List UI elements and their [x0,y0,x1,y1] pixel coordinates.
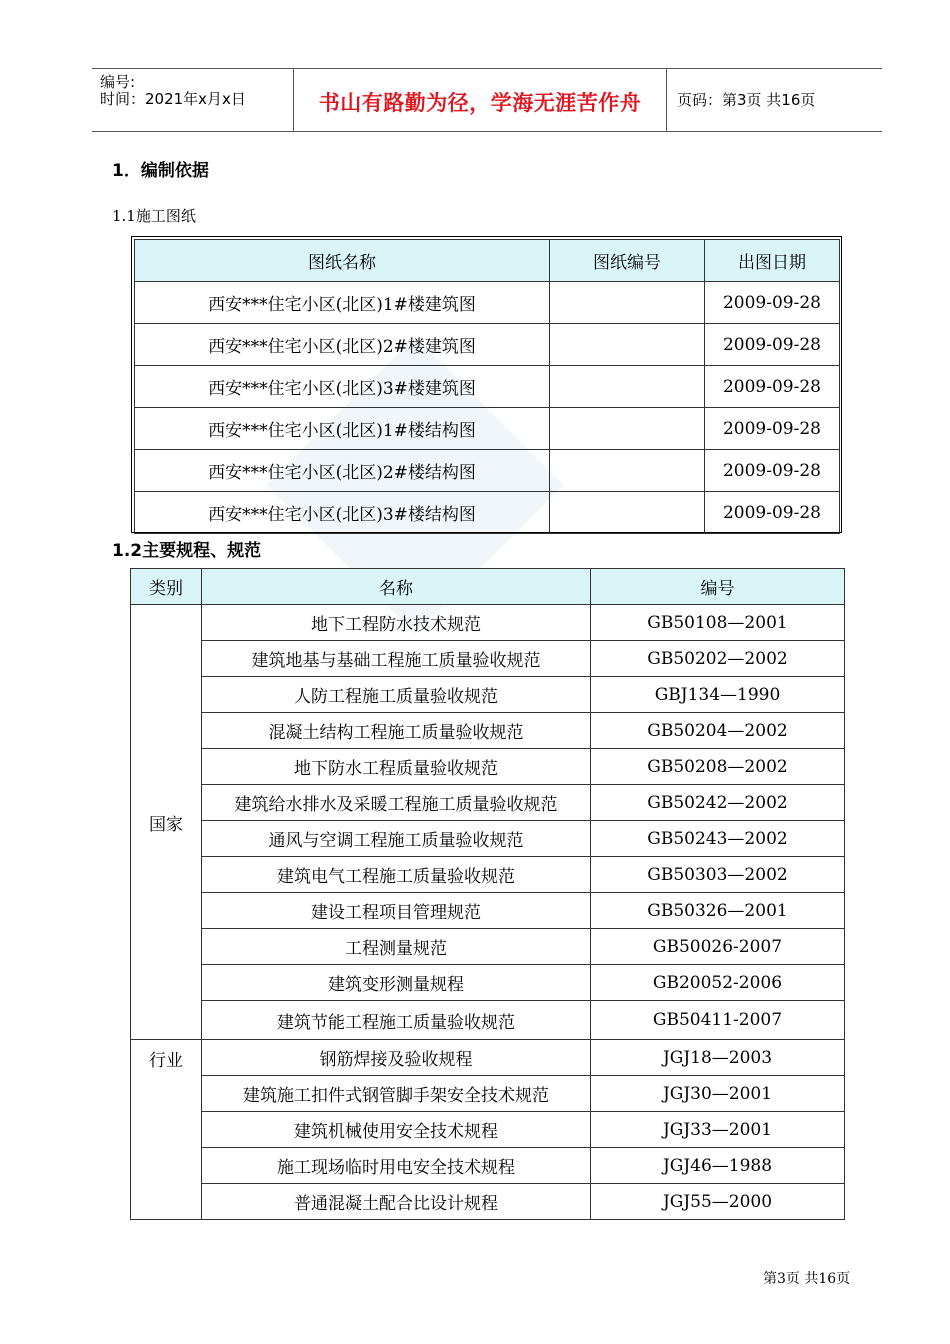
standard-name-cell: 人防工程施工质量验收规范 [202,677,591,713]
table-row [131,1040,845,1076]
standard-name-cell: 建筑节能工程施工质量验收规范 [202,1001,591,1040]
table-row [131,1184,845,1220]
standard-name-cell: 建设工程项目管理规范 [202,893,591,929]
drawing-date-cell: 2009-09-28 [705,366,840,408]
drawing-date-cell: 2009-09-28 [705,492,840,534]
table-row [131,893,845,929]
header-time-label: 时间：2021年x月x日 [100,90,246,108]
header-code-label: 编号: [100,73,136,91]
table-row [135,366,840,408]
standard-code-cell: GB50108—2001 [591,605,845,641]
standard-code-cell: JGJ55—2000 [591,1184,845,1220]
drawing-name-cell: 西安***住宅小区(北区)1#楼结构图 [135,408,550,450]
drawing-date-cell: 2009-09-28 [705,282,840,324]
table-row [131,821,845,857]
header-page-cell [667,69,882,131]
table-row [131,713,845,749]
drawing-name-cell: 西安***住宅小区(北区)3#楼建筑图 [135,366,550,408]
column-header-drawing-code: 图纸编号 [550,240,705,282]
drawing-date-cell: 2009-09-28 [705,408,840,450]
standard-name-cell: 建筑给水排水及采暖工程施工质量验收规范 [202,785,591,821]
standard-code-cell: JGJ33—2001 [591,1112,845,1148]
standard-code-cell: GB20052-2006 [591,965,845,1001]
column-header-category: 类别 [131,569,202,605]
drawing-name-cell: 西安***住宅小区(北区)3#楼结构图 [135,492,550,534]
table-row [131,1148,845,1184]
header-motto-cell [294,69,667,131]
standard-code-cell: GB50303—2002 [591,857,845,893]
section-heading-1-1: 1.1施工图纸 [112,207,196,225]
column-header-drawing-date: 出图日期 [705,240,840,282]
standard-name-cell: 建筑电气工程施工质量验收规范 [202,857,591,893]
category-cell-industry: 行业 [131,1040,202,1220]
drawing-code-cell [550,492,705,534]
header-meta-cell [92,69,294,131]
drawing-code-cell [550,366,705,408]
table-row [135,324,840,366]
standard-code-cell: JGJ30—2001 [591,1076,845,1112]
table-row [131,1076,845,1112]
table-row [131,929,845,965]
column-header-name: 名称 [202,569,591,605]
standard-code-cell: GB50202—2002 [591,641,845,677]
standard-code-cell: GBJ134—1990 [591,677,845,713]
table-row [131,1112,845,1148]
standard-code-cell: GB50411-2007 [591,1001,845,1040]
table-row [131,677,845,713]
column-header-code: 编号 [591,569,845,605]
drawing-date-cell: 2009-09-28 [705,324,840,366]
standard-name-cell: 建筑机械使用安全技术规程 [202,1112,591,1148]
drawing-code-cell [550,450,705,492]
column-header-drawing-name: 图纸名称 [135,240,550,282]
standard-code-cell: GB50208—2002 [591,749,845,785]
drawing-name-cell: 西安***住宅小区(北区)2#楼建筑图 [135,324,550,366]
table-row [131,1001,845,1040]
table-row [135,282,840,324]
drawing-code-cell [550,324,705,366]
drawing-name-cell: 西安***住宅小区(北区)1#楼建筑图 [135,282,550,324]
table-row [131,785,845,821]
page-footer: 第3页 共16页 [763,1271,851,1287]
header-motto: 书山有路勤为径，学海无涯苦作舟 [318,91,642,115]
table-row [131,605,845,641]
drawing-code-cell [550,282,705,324]
standard-name-cell: 施工现场临时用电安全技术规程 [202,1148,591,1184]
standard-name-cell: 工程测量规范 [202,929,591,965]
standard-code-cell: JGJ46—1988 [591,1148,845,1184]
drawings-table [134,239,840,534]
standard-name-cell: 建筑变形测量规程 [202,965,591,1001]
table-row [131,641,845,677]
table-row [135,492,840,534]
table-row [131,857,845,893]
table-row [135,408,840,450]
table-header-row [135,240,840,282]
table-header-row [131,569,845,605]
section-heading-1-2: 1.2主要规程、规范 [112,541,262,561]
table-row [131,965,845,1001]
standard-code-cell: GB50026-2007 [591,929,845,965]
drawings-table-frame [131,236,842,533]
standard-code-cell: GB50242—2002 [591,785,845,821]
drawing-name-cell: 西安***住宅小区(北区)2#楼结构图 [135,450,550,492]
standard-code-cell: GB50204—2002 [591,713,845,749]
standard-name-cell: 钢筋焊接及验收规程 [202,1040,591,1076]
standard-name-cell: 地下工程防水技术规范 [202,605,591,641]
standard-code-cell: GB50326—2001 [591,893,845,929]
table-row [131,749,845,785]
category-cell-national: 国家 [131,605,202,1040]
standard-name-cell: 混凝土结构工程施工质量验收规范 [202,713,591,749]
standard-name-cell: 地下防水工程质量验收规范 [202,749,591,785]
standard-name-cell: 普通混凝土配合比设计规程 [202,1184,591,1220]
page-header [92,68,882,132]
standard-name-cell: 建筑地基与基础工程施工质量验收规范 [202,641,591,677]
table-row [135,450,840,492]
standard-code-cell: GB50243—2002 [591,821,845,857]
standards-table [130,568,845,1220]
drawing-date-cell: 2009-09-28 [705,450,840,492]
header-page-label: 页码：第3页 共16页 [677,91,816,109]
section-heading-1: 1．编制依据 [112,161,209,181]
drawing-code-cell [550,408,705,450]
standard-code-cell: JGJ18—2003 [591,1040,845,1076]
standard-name-cell: 建筑施工扣件式钢管脚手架安全技术规范 [202,1076,591,1112]
standard-name-cell: 通风与空调工程施工质量验收规范 [202,821,591,857]
